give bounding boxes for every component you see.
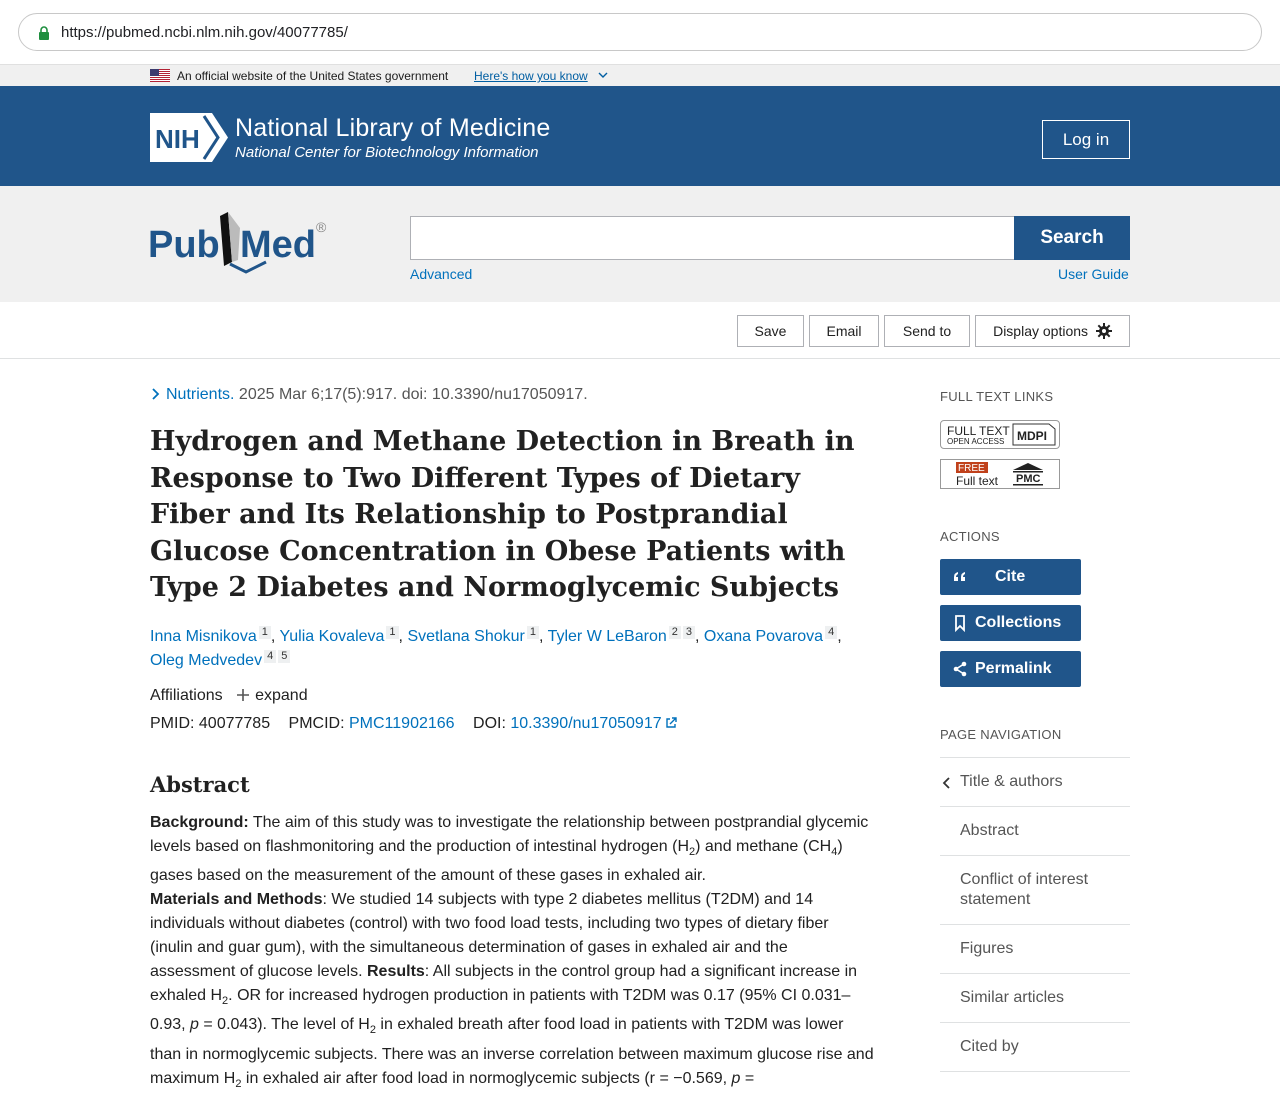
author-link[interactable]: Inna Misnikova	[150, 628, 257, 645]
gov-banner-text: An official website of the United States government	[177, 69, 449, 83]
nih-header	[0, 86, 1280, 186]
article-toolbar	[0, 302, 1280, 359]
nav-item-cited-by[interactable]	[940, 1023, 1130, 1072]
italic-p: p	[731, 1069, 741, 1087]
permalink-label: Permalink	[975, 660, 1052, 677]
article-title: Hydrogen and Methane Detection in Breath in Response to Two Different Types of Dietary Fiber and Its Relationship to Postprandial Glucose Concentration in Obese Patients with Type 2 Diabetes and Normoglycemic Subjects	[150, 426, 855, 603]
subscript: 2	[369, 1024, 376, 1037]
display-options-label: Display options	[993, 323, 1089, 339]
external-link-icon[interactable]	[665, 717, 677, 729]
affiliation-ref[interactable]: 4	[825, 626, 837, 639]
page-navigation-list	[940, 757, 1130, 1072]
nlm-title[interactable]: National Library of Medicine	[235, 114, 551, 142]
nav-item-label: Cited by	[960, 1038, 1019, 1055]
author-link[interactable]: Svetlana Shokur	[407, 628, 525, 645]
save-button[interactable]: Save	[737, 315, 804, 347]
mdpi-line1: FULL TEXT	[947, 424, 1010, 438]
pmid-value: 40077785	[198, 715, 271, 732]
abstract-fragment: : We studied 14 subjects with type 2 diabetes mellitus (T2DM) and 14 individuals without diabetes (control) with two food load tests, including two types of dietary fiber (inulin and guar gum), with the simultaneous determination of gases in exhaled air and the assessment of glucose levels.	[150, 891, 829, 981]
subscript: 2	[235, 1077, 242, 1090]
email-button[interactable]: Email	[809, 315, 879, 347]
mdpi-brand: MDPI	[1017, 429, 1047, 443]
search-input[interactable]	[410, 216, 1015, 260]
search-area	[0, 186, 1280, 302]
permalink-button[interactable]	[940, 651, 1081, 687]
affiliation-ref[interactable]: 3	[683, 626, 695, 639]
nav-item-abstract[interactable]	[940, 807, 1130, 856]
results-label: Results	[367, 963, 425, 981]
subscript: 2	[222, 995, 229, 1008]
doi-link[interactable]: 10.3390/nu17050917	[510, 715, 662, 732]
pmid-label: PMID:	[150, 715, 195, 732]
gov-banner	[0, 64, 1280, 86]
lock-icon	[39, 26, 49, 40]
pmc-free-full-text-link[interactable]	[940, 459, 1060, 489]
mdpi-line2: OPEN ACCESS	[947, 437, 1005, 446]
abstract-fragment: The aim of this study was to investigate the relationship between postprandial glycemic levels based on flashmonitoring and the production of intestinal hydrogen (H	[150, 814, 869, 855]
abstract-fragment: in exhaled breath after food load in patients with T2DM was lower than in normoglycemic subjects. There was an inverse correlation between maximum glucose rise and maximum H	[150, 1016, 874, 1087]
registered-mark: ®	[316, 219, 327, 235]
nav-item-label: Conflict of interest statement	[960, 871, 1089, 908]
abstract-fragment: in exhaled air after food load in normoglycemic subjects (r = −0.569,	[241, 1069, 732, 1087]
address-bar[interactable]	[18, 13, 1262, 51]
affiliation-ref[interactable]: 4	[264, 650, 276, 663]
abstract-fragment: . OR for increased hydrogen production in patients with T2DM was 0.17 (95% CI 0.031–0.93,	[150, 987, 851, 1034]
search-button[interactable]: Search	[1014, 216, 1130, 260]
affiliation-ref[interactable]: 2	[669, 626, 681, 639]
expand-label: expand	[255, 687, 308, 704]
actions-heading: ACTIONS	[940, 529, 1000, 544]
chevron-down-icon[interactable]	[598, 70, 608, 80]
journal-link[interactable]: Nutrients.	[166, 386, 235, 403]
send-to-button[interactable]: Send to	[884, 315, 970, 347]
pubmed-logo-pub: Pub	[148, 224, 220, 266]
nih-logo-text: NIH	[155, 124, 200, 154]
affiliations-row	[150, 687, 308, 705]
affiliation-ref[interactable]: 1	[386, 626, 398, 639]
pubmed-logo-med: Med	[240, 224, 316, 266]
author-link[interactable]: Tyler W LeBaron	[547, 628, 667, 645]
us-flag-icon	[150, 69, 170, 82]
author-link[interactable]: Oleg Medvedev	[150, 652, 263, 669]
collections-button[interactable]	[940, 605, 1081, 641]
abstract-text	[150, 811, 875, 1096]
plus-icon	[237, 689, 249, 701]
citation-line	[150, 386, 588, 404]
abstract-fragment: = 0.043). The level of H	[198, 1016, 370, 1034]
quote-icon	[952, 569, 968, 585]
page-navigation-heading: PAGE NAVIGATION	[940, 727, 1062, 742]
author-link[interactable]: Oxana Povarova	[703, 628, 824, 645]
pmcid-link[interactable]: PMC11902166	[349, 715, 455, 732]
italic-p: p	[190, 1016, 199, 1034]
user-guide-link[interactable]: User Guide	[1058, 266, 1129, 282]
abstract-heading: Abstract	[150, 772, 250, 797]
nav-item-label: Figures	[960, 940, 1014, 957]
nav-item-conflict-of-interest[interactable]	[940, 856, 1130, 925]
nav-item-title-authors[interactable]	[940, 758, 1130, 807]
citation-details: 2025 Mar 6;17(5):917. doi: 10.3390/nu17050917.	[238, 386, 588, 403]
display-options-button[interactable]	[975, 315, 1130, 347]
nav-item-figures[interactable]	[940, 925, 1130, 974]
abstract-fragment: =	[740, 1069, 755, 1087]
background-label: Background:	[150, 814, 249, 831]
share-icon	[952, 661, 968, 677]
expand-affiliations-button[interactable]	[237, 687, 308, 704]
mdpi-full-text-link[interactable]	[940, 420, 1060, 449]
affiliation-ref[interactable]: 5	[278, 650, 290, 663]
author-link[interactable]: Yulia Kovaleva	[279, 628, 385, 645]
advanced-search-link[interactable]: Advanced	[410, 266, 473, 282]
affiliation-ref[interactable]: 1	[259, 626, 271, 639]
pmcid-label: PMCID:	[288, 715, 345, 732]
abstract-fragment: ) and methane (CH	[695, 838, 832, 855]
identifiers-row	[150, 715, 677, 733]
full-text-links-heading: FULL TEXT LINKS	[940, 389, 1054, 404]
affiliation-ref[interactable]: 1	[527, 626, 539, 639]
abstract-fragment: : All subjects in the control group had a significant increase in exhaled H	[150, 963, 858, 1005]
chevron-right-icon[interactable]	[150, 388, 160, 400]
collections-label: Collections	[975, 614, 1062, 631]
pmc-full-text-label: Full text	[956, 474, 999, 488]
methods-label: Materials and Methods	[150, 891, 323, 909]
chevron-left-icon	[942, 777, 950, 789]
bookmark-icon	[952, 615, 968, 631]
nav-item-label: Similar articles	[960, 989, 1065, 1006]
author-list: Inna Misnikova 1 , Yulia Kovaleva 1 , Svetlana Shokur 1 , Tyler W LeBaron 2 3 , Oxana Povarova 4 , Oleg Medvedev 4 5	[150, 626, 842, 669]
cite-label: Cite	[995, 568, 1026, 585]
heres-how-you-know-link[interactable]: Here's how you know	[474, 69, 588, 83]
affiliations-label: Affiliations	[150, 687, 223, 704]
subscript: 2	[689, 846, 696, 859]
pubmed-logo[interactable]	[148, 210, 334, 276]
pmc-brand: PMC	[1016, 473, 1041, 485]
cite-button[interactable]	[940, 559, 1081, 595]
doi-label: DOI:	[473, 715, 506, 732]
nih-logo[interactable]	[150, 113, 228, 162]
login-button[interactable]: Log in	[1042, 120, 1130, 159]
nav-item-label: Abstract	[960, 822, 1019, 839]
mdpi-badge-icon	[941, 421, 1059, 448]
ncbi-subtitle: National Center for Biotechnology Information	[235, 144, 539, 161]
pmc-free-label: FREE	[958, 463, 985, 474]
nav-item-label: Title & authors	[960, 773, 1063, 790]
pmc-badge-icon	[941, 460, 1059, 488]
url-text[interactable]: https://pubmed.ncbi.nlm.nih.gov/40077785/	[61, 24, 348, 41]
nav-item-similar-articles[interactable]	[940, 974, 1130, 1023]
browser-chrome	[0, 0, 1280, 64]
gear-icon	[1096, 323, 1112, 339]
abstract-fragment: ) gases based on the measurement of the amount of these gases in exhaled air.	[150, 838, 843, 885]
subscript: 4	[831, 846, 838, 859]
